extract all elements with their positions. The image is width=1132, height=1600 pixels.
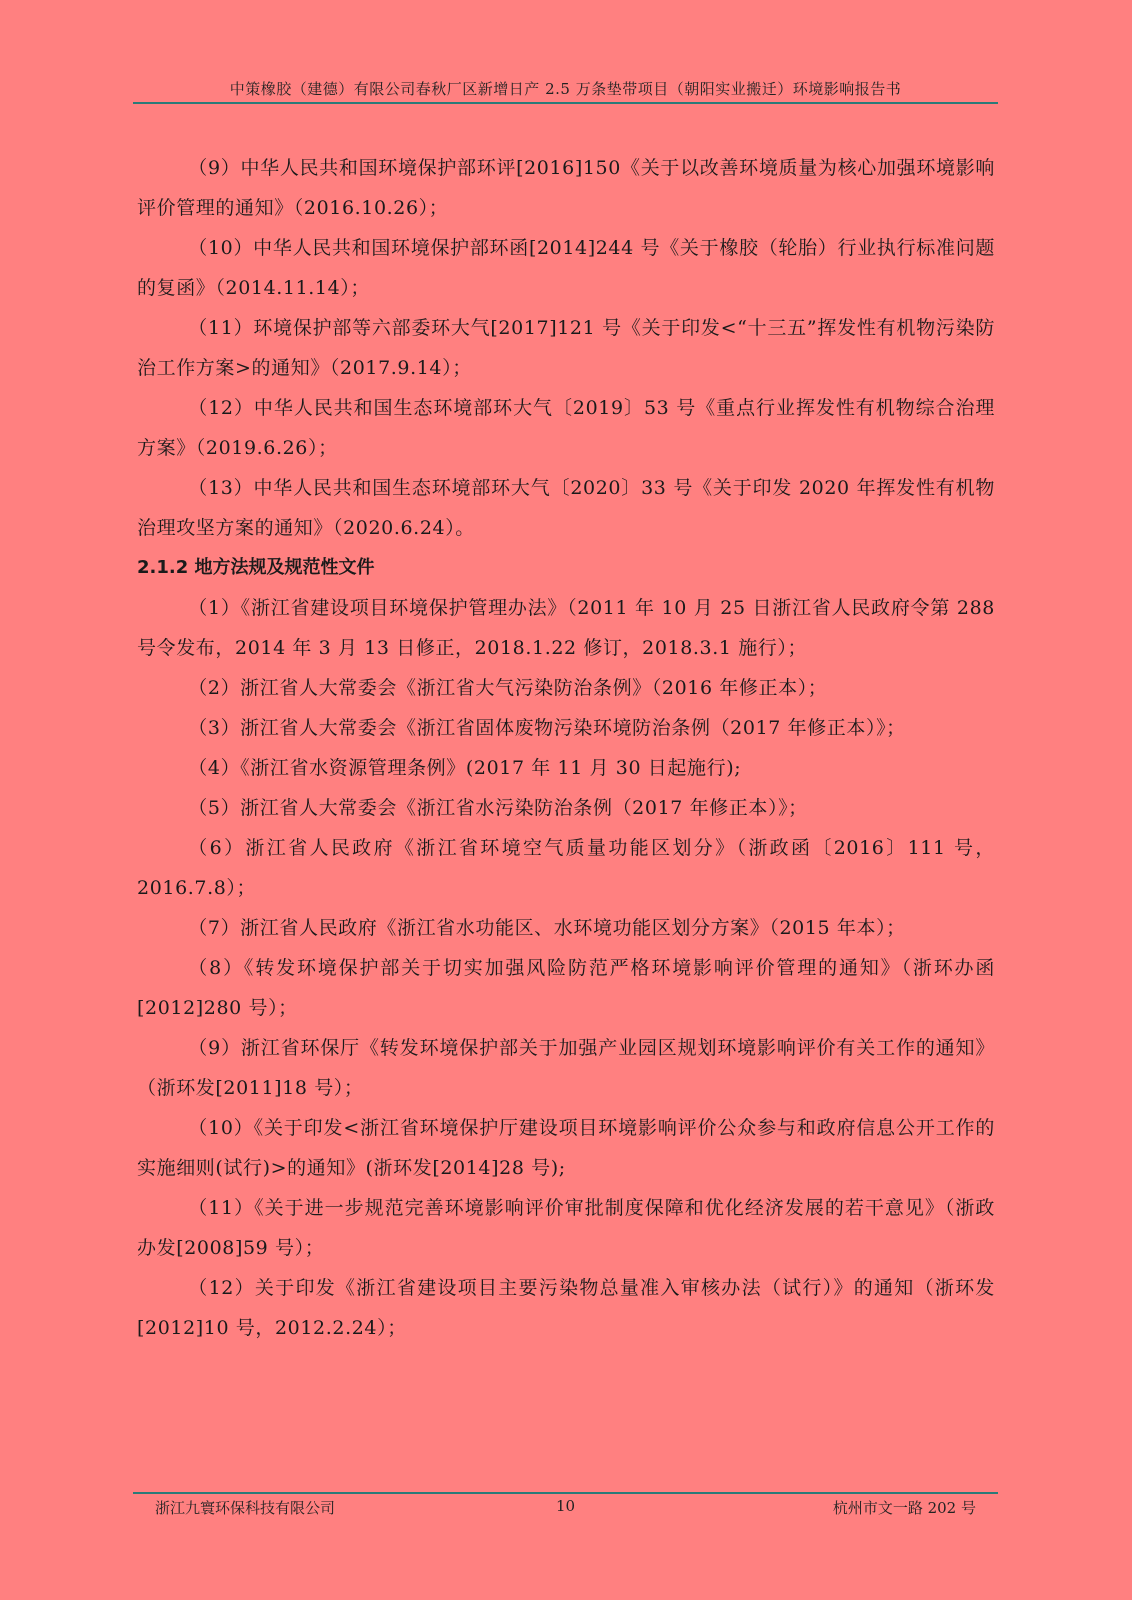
paragraph-local-8: （8）《转发环境保护部关于切实加强风险防范严格环境影响评价管理的通知》（浙环办函[2012]280 号）； — [137, 957, 995, 1019]
page-header: 中策橡胶（建德）有限公司春秋厂区新增日产 2.5 万条垫带项目（朝阳实业搬迁）环境影响报告书 — [229, 80, 902, 98]
footer-address: 杭州市文一路 202 号 — [832, 1499, 976, 1517]
page-number: 10 — [555, 1497, 576, 1515]
section-heading: 2.1.2 地方法规及规范性文件 — [137, 557, 375, 578]
paragraph-local-11: （11）《关于进一步规范完善环境影响评价审批制度保障和优化经济发展的若干意见》（浙政办发[2008]59 号）； — [137, 1197, 995, 1259]
paragraph-national-12: （12）中华人民共和国生态环境部环大气〔2019〕53 号《重点行业挥发性有机物综合治理方案》（2019.6.26）； — [137, 397, 995, 459]
paragraph-local-10: （10）《关于印发<浙江省环境保护厅建设项目环境影响评价公众参与和政府信息公开工作的实施细则(试行)>的通知》(浙环发[2014]28 号); — [137, 1117, 995, 1179]
paragraph-local-9: （9）浙江省环保厅《转发环境保护部关于加强产业园区规划环境影响评价有关工作的通知》（浙环发[2011]18 号）； — [137, 1037, 995, 1099]
paragraph-local-5: （5）浙江省人大常委会《浙江省水污染防治条例（2017 年修正本）》； — [188, 797, 808, 819]
paragraph-national-13: （13）中华人民共和国生态环境部环大气〔2020〕33 号《关于印发 2020 年挥发性有机物治理攻坚方案的通知》（2020.6.24）。 — [137, 477, 995, 539]
paragraph-local-12: （12）关于印发《浙江省建设项目主要污染物总量准入审核办法（试行）》的通知（浙环发[2012]10 号，2012.2.24）； — [137, 1277, 995, 1339]
paragraph-national-9: （9）中华人民共和国环境保护部环评[2016]150《关于以改善环境质量为核心加强环境影响评价管理的通知》（2016.10.26）； — [137, 157, 995, 219]
paragraph-national-11: （11）环境保护部等六部委环大气[2017]121 号《关于印发<“十三五”挥发性有机物污染防治工作方案>的通知》（2017.9.14）； — [137, 317, 995, 379]
paragraph-local-6: （6）浙江省人民政府《浙江省环境空气质量功能区划分》（浙政函〔2016〕111 号，2016.7.8）； — [137, 837, 995, 899]
footer-divider — [133, 1492, 998, 1494]
header-divider — [133, 102, 998, 104]
paragraph-local-1: （1）《浙江省建设项目环境保护管理办法》（2011 年 10 月 25 日浙江省人民政府令第 288 号令发布，2014 年 3 月 13 日修正，2018.1.22 修订，2018.3.1 施行）； — [137, 597, 995, 659]
paragraph-local-2: （2）浙江省人大常委会《浙江省大气污染防治条例》（2016 年修正本）； — [188, 677, 828, 699]
document-body — [137, 148, 995, 1348]
footer-company: 浙江九寰环保科技有限公司 — [155, 1499, 336, 1517]
paragraph-local-3: （3）浙江省人大常委会《浙江省固体废物污染环境防治条例（2017 年修正本）》； — [188, 717, 906, 739]
paragraph-local-7: （7）浙江省人民政府《浙江省水功能区、水环境功能区划分方案》（2015 年本）； — [188, 917, 906, 939]
paragraph-national-10: （10）中华人民共和国环境保护部环函[2014]244 号《关于橡胶（轮胎）行业执行标准问题的复函》（2014.11.14）； — [137, 237, 995, 299]
page-footer — [133, 1497, 998, 1519]
paragraph-local-4: （4）《浙江省水资源管理条例》(2017 年 11 月 30 日起施行); — [188, 757, 742, 779]
